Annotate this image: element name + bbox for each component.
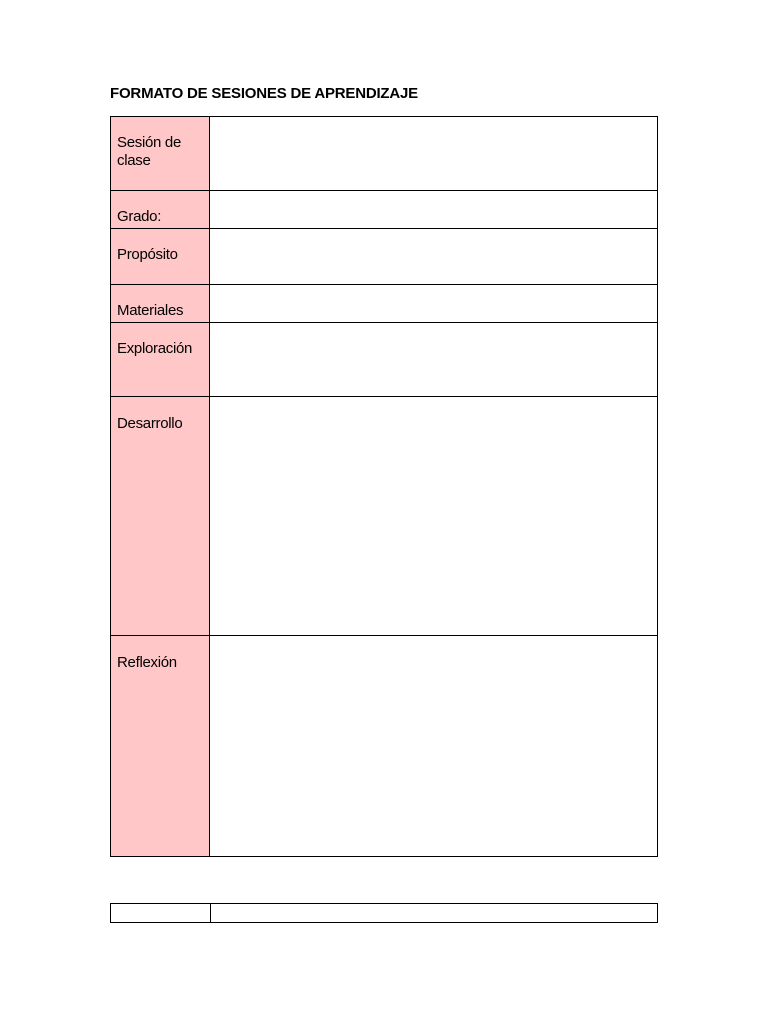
table-row-grado: [111, 191, 658, 229]
table-row-reflexion: [111, 636, 658, 857]
table-row-proposito: [111, 229, 658, 285]
field-grado[interactable]: [210, 191, 658, 229]
footer-cell-left[interactable]: [111, 904, 211, 923]
footer-table: [110, 903, 658, 923]
footer-table-row: [111, 904, 658, 923]
label-grado: Grado:: [111, 191, 210, 229]
label-sesion-de-clase: Sesión de clase: [111, 117, 210, 191]
table-row-exploracion: [111, 323, 658, 397]
table-row-sesion: [111, 117, 658, 191]
field-desarrollo[interactable]: [210, 397, 658, 636]
table-row-desarrollo: [111, 397, 658, 636]
label-materiales: Materiales: [111, 285, 210, 323]
label-proposito: Propósito: [111, 229, 210, 285]
table-row-materiales: [111, 285, 658, 323]
field-materiales[interactable]: [210, 285, 658, 323]
label-desarrollo: Desarrollo: [111, 397, 210, 636]
field-proposito[interactable]: [210, 229, 658, 285]
footer-cell-right[interactable]: [211, 904, 658, 923]
field-exploracion[interactable]: [210, 323, 658, 397]
label-reflexion: Reflexión: [111, 636, 210, 857]
field-reflexion[interactable]: [210, 636, 658, 857]
field-sesion-de-clase[interactable]: [210, 117, 658, 191]
session-format-table: [110, 116, 658, 857]
document-title: FORMATO DE SESIONES DE APRENDIZAJE: [110, 85, 418, 102]
label-exploracion: Exploración: [111, 323, 210, 397]
